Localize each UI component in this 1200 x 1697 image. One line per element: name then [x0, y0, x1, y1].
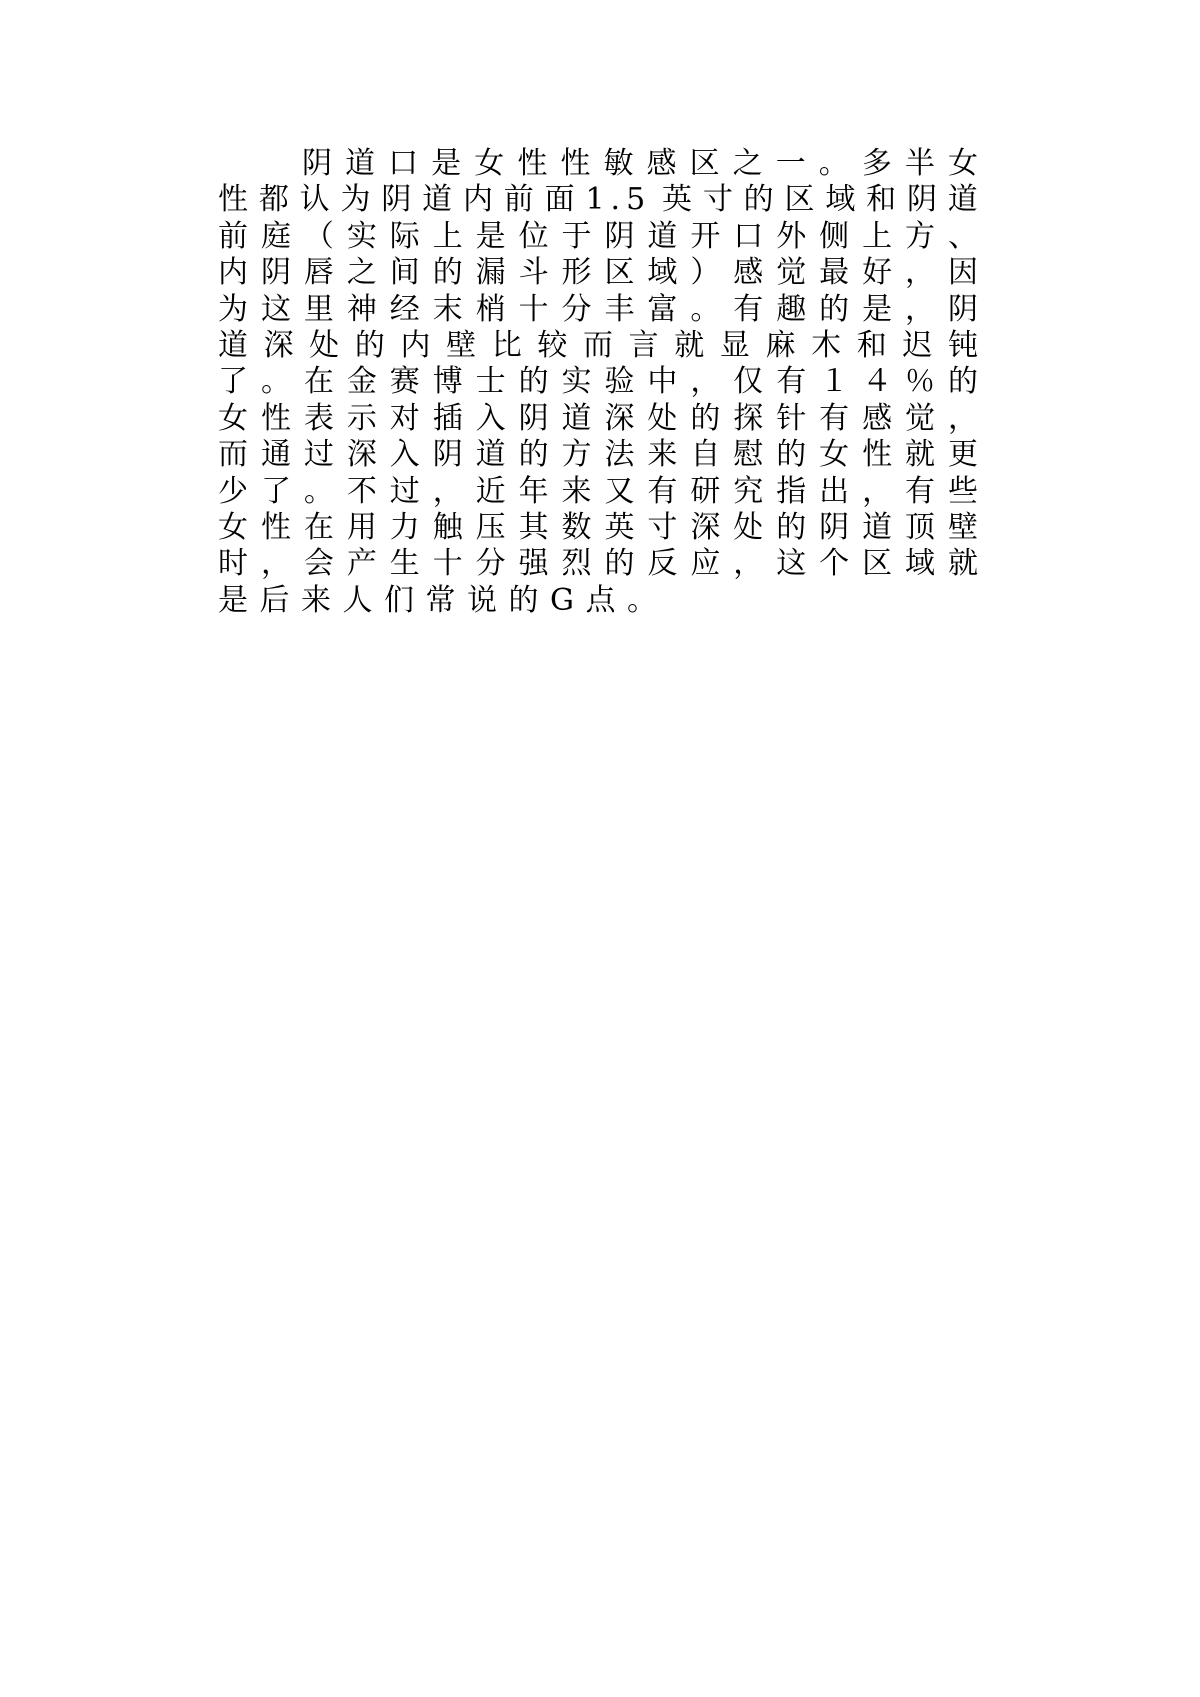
paragraph-glyph: 烈: [561, 546, 592, 582]
paragraph-glyph: 强: [518, 546, 549, 582]
paragraph-glyph: 较: [537, 327, 568, 363]
paragraph-line: [218, 146, 978, 182]
paragraph-glyph: 点: [585, 582, 616, 618]
paragraph-glyph: 位: [518, 218, 549, 254]
paragraph-glyph: 女: [947, 146, 978, 181]
paragraph-glyph: 阴: [432, 437, 463, 473]
paragraph-glyph: 道: [422, 182, 453, 218]
paragraph-glyph: 有: [647, 473, 678, 509]
paragraph-glyph: 的: [604, 546, 635, 582]
paragraph-glyph: 阴: [381, 182, 412, 218]
paragraph-glyph: 和: [866, 182, 897, 218]
paragraph-glyph: 道: [475, 437, 506, 473]
paragraph-glyph: 道: [345, 146, 376, 181]
paragraph-glyph: 上: [862, 218, 893, 254]
paragraph-glyph: 和: [856, 327, 887, 363]
paragraph-glyph: 多: [861, 146, 892, 181]
paragraph-glyph: 际: [389, 218, 420, 254]
paragraph-glyph: 常: [425, 582, 456, 618]
paragraph-glyph: 中: [647, 364, 678, 400]
paragraph-glyph: 好: [862, 255, 893, 291]
paragraph-glyph: 压: [475, 509, 506, 545]
paragraph-glyph: 口: [388, 146, 419, 181]
paragraph-glyph: 木: [811, 327, 842, 363]
paragraph-glyph: 分: [561, 291, 592, 327]
paragraph-glyph: １: [819, 364, 850, 400]
paragraph-glyph: 上: [432, 218, 463, 254]
paragraph-glyph: 觉: [905, 400, 935, 436]
paragraph-glyph: 顶: [905, 509, 935, 545]
paragraph-glyph: 的: [518, 437, 549, 473]
paragraph-glyph: 在: [303, 509, 334, 545]
paragraph-glyph: 有: [905, 473, 935, 509]
paragraph-glyph: 少: [218, 473, 248, 509]
paragraph-glyph: 就: [905, 437, 935, 473]
paragraph-glyph: 富: [647, 291, 678, 327]
paragraph-line: [218, 219, 978, 255]
paragraph-glyph: 会: [303, 546, 334, 582]
paragraph-line: [218, 292, 978, 328]
paragraph-glyph: 道: [647, 218, 678, 254]
paragraph-glyph: ，: [905, 291, 935, 327]
paragraph-glyph: 女: [819, 437, 850, 473]
paragraph-glyph: 迟: [902, 327, 933, 363]
paragraph-glyph: 出: [819, 473, 850, 509]
paragraph-glyph: 是: [218, 582, 248, 618]
paragraph-glyph: ）: [690, 255, 721, 291]
paragraph-glyph: 验: [604, 364, 635, 400]
paragraph-glyph: 年: [518, 473, 549, 509]
paragraph-glyph: ，: [432, 473, 463, 509]
paragraph-glyph: 女: [474, 146, 505, 181]
paragraph-glyph: 自: [690, 437, 721, 473]
paragraph-glyph: 域: [647, 255, 678, 291]
paragraph-glyph: 漏: [475, 255, 506, 291]
paragraph-glyph: 壁: [446, 327, 477, 363]
paragraph-glyph: 不: [346, 473, 377, 509]
paragraph-glyph: 面: [544, 182, 575, 218]
paragraph-glyph: 的: [432, 255, 463, 291]
paragraph-glyph: 道: [218, 327, 248, 363]
paragraph-glyph: 个: [819, 546, 850, 582]
paragraph-glyph: 针: [776, 400, 807, 436]
paragraph-glyph: 说: [467, 582, 497, 618]
paragraph-glyph: 方: [561, 437, 592, 473]
paragraph-glyph: 英: [604, 509, 635, 545]
paragraph-glyph: 处: [309, 327, 340, 363]
paragraph-glyph: 丰: [604, 291, 635, 327]
paragraph-glyph: G: [550, 582, 574, 618]
paragraph-glyph: 斗: [518, 255, 549, 291]
paragraph-glyph: 入: [475, 400, 506, 436]
paragraph-glyph: 间: [389, 255, 420, 291]
paragraph-glyph: 前: [218, 218, 248, 254]
paragraph-glyph: 是: [475, 218, 506, 254]
paragraph-glyph: 用: [346, 509, 377, 545]
paragraph-glyph: 更: [947, 437, 978, 473]
paragraph-glyph: ，: [260, 546, 291, 582]
paragraph-glyph: 半: [904, 146, 935, 181]
paragraph-glyph: 插: [432, 400, 463, 436]
paragraph-glyph: 神: [346, 291, 377, 327]
paragraph-glyph: 外: [776, 218, 807, 254]
paragraph-glyph: 道: [561, 400, 592, 436]
paragraph-glyph: 处: [647, 400, 678, 436]
paragraph-glyph: 。: [260, 364, 291, 400]
paragraph-line: [218, 182, 978, 218]
paragraph-glyph: 阴: [906, 182, 937, 218]
paragraph-glyph: 实: [561, 364, 592, 400]
paragraph-glyph: （: [303, 218, 334, 254]
paragraph-glyph: 内: [218, 255, 248, 291]
paragraph-glyph: 的: [508, 582, 539, 618]
paragraph-glyph: 区: [604, 255, 635, 291]
paragraph-glyph: 梢: [475, 291, 506, 327]
paragraph-glyph: 表: [303, 400, 334, 436]
paragraph-glyph: 这: [260, 291, 291, 327]
paragraph-glyph: 又: [604, 473, 635, 509]
paragraph-glyph: 实: [346, 218, 377, 254]
paragraph-glyph: 十: [518, 291, 549, 327]
paragraph-glyph: 寸: [702, 182, 733, 218]
paragraph-glyph: 而: [218, 437, 248, 473]
paragraph-glyph: 对: [389, 400, 420, 436]
paragraph-glyph: 深: [346, 437, 377, 473]
paragraph-glyph: 是: [431, 146, 462, 181]
paragraph-glyph: 为: [218, 291, 248, 327]
paragraph-glyph: 这: [776, 546, 807, 582]
paragraph-glyph: 时: [218, 546, 248, 582]
paragraph-glyph: 内: [462, 182, 493, 218]
paragraph-glyph: 触: [432, 509, 463, 545]
paragraph-glyph: 应: [690, 546, 721, 582]
paragraph-glyph: 庭: [260, 218, 291, 254]
paragraph-glyph: 女: [218, 509, 248, 545]
paragraph-glyph: 慰: [733, 437, 764, 473]
paragraph-glyph: 性: [517, 146, 548, 181]
paragraph-glyph: 十: [432, 546, 463, 582]
paragraph-glyph: 感: [646, 146, 677, 181]
paragraph-glyph: 有: [819, 400, 850, 436]
paragraph-glyph: 敏: [603, 146, 634, 181]
paragraph-glyph: 里: [303, 291, 334, 327]
paragraph-glyph: 壁: [947, 509, 978, 545]
paragraph-glyph: 的: [518, 364, 549, 400]
paragraph-glyph: ，: [690, 364, 721, 400]
paragraph-glyph: 之: [732, 146, 763, 181]
paragraph-glyph: 域: [905, 546, 935, 582]
paragraph-glyph: 性: [218, 182, 248, 218]
paragraph-glyph: 区: [784, 182, 815, 218]
paragraph-glyph: 寸: [647, 509, 678, 545]
paragraph-glyph: 后: [259, 582, 290, 618]
paragraph-glyph: 经: [389, 291, 420, 327]
paragraph-glyph: 通: [260, 437, 291, 473]
paragraph-glyph: 过: [303, 437, 334, 473]
paragraph-glyph: 人: [342, 582, 373, 618]
paragraph-glyph: 性: [260, 509, 291, 545]
paragraph-line: [218, 583, 978, 619]
paragraph-glyph: 阴: [947, 291, 978, 327]
paragraph-glyph: 深: [263, 327, 294, 363]
paragraph-glyph: 处: [733, 509, 764, 545]
paragraph-glyph: 来: [647, 437, 678, 473]
paragraph-line: [218, 401, 978, 437]
paragraph-glyph: 前: [503, 182, 534, 218]
paragraph-glyph: 深: [690, 509, 721, 545]
paragraph-glyph: 就: [674, 327, 705, 363]
paragraph-glyph: 有: [733, 291, 764, 327]
paragraph-glyph: 的: [690, 400, 721, 436]
paragraph-glyph: 内: [400, 327, 431, 363]
paragraph-glyph: 究: [733, 473, 764, 509]
paragraph-glyph: 。: [818, 146, 849, 181]
paragraph-glyph: 麻: [765, 327, 796, 363]
paragraph-glyph: 区: [689, 146, 720, 181]
paragraph-glyph: ，: [862, 473, 893, 509]
paragraph-glyph: 之: [346, 255, 377, 291]
paragraph-glyph: 仅: [733, 364, 764, 400]
paragraph-glyph: 的: [776, 437, 807, 473]
paragraph-glyph: 。: [690, 291, 721, 327]
paragraph-line: [218, 364, 978, 400]
paragraph-glyph: 赛: [389, 364, 420, 400]
paragraph-glyph: 性: [862, 437, 893, 473]
paragraph-glyph: 女: [218, 400, 248, 436]
paragraph-glyph: 指: [776, 473, 807, 509]
paragraph-glyph: 法: [604, 437, 635, 473]
paragraph-glyph: ％: [905, 364, 935, 400]
paragraph-glyph: 的: [776, 509, 807, 545]
paragraph-glyph: 域: [825, 182, 856, 218]
paragraph-glyph: 一: [775, 146, 806, 181]
paragraph-glyph: 了: [260, 473, 291, 509]
paragraph-glyph: ，: [905, 255, 935, 291]
paragraph-line: [218, 546, 978, 582]
paragraph-glyph: 来: [561, 473, 592, 509]
paragraph-glyph: ，: [947, 400, 978, 436]
paragraph-glyph: 唇: [303, 255, 334, 291]
paragraph-glyph: 于: [561, 218, 592, 254]
paragraph-glyph: 末: [432, 291, 463, 327]
paragraph-glyph: 。: [626, 582, 657, 618]
paragraph-glyph: 们: [384, 582, 414, 618]
paragraph-glyph: 、: [947, 218, 978, 254]
paragraph-glyph: 是: [862, 291, 893, 327]
paragraph-glyph: 深: [604, 400, 635, 436]
paragraph-glyph: 道: [947, 182, 978, 218]
paragraph-glyph: 道: [862, 509, 893, 545]
paragraph-glyph: 为: [340, 182, 371, 218]
paragraph-line: [218, 328, 978, 364]
paragraph-line: [218, 255, 978, 291]
paragraph-glyph: 趣: [776, 291, 807, 327]
paragraph-glyph: 过: [389, 473, 420, 509]
paragraph-glyph: 侧: [819, 218, 850, 254]
paragraph-glyph: 而: [583, 327, 613, 363]
paragraph-glyph: 方: [905, 218, 935, 254]
paragraph-glyph: 形: [561, 255, 592, 291]
paragraph-glyph: 数: [561, 509, 592, 545]
paragraph-glyph: ，: [733, 546, 764, 582]
paragraph-glyph: 阴: [604, 218, 635, 254]
paragraph-glyph: 探: [733, 400, 764, 436]
paragraph-glyph: 。: [303, 473, 334, 509]
paragraph-glyph: 些: [947, 473, 978, 509]
paragraph-glyph: 力: [389, 509, 420, 545]
paragraph-glyph: 性: [560, 146, 591, 181]
paragraph-glyph: 其: [518, 509, 549, 545]
paragraph-glyph: 在: [303, 364, 334, 400]
paragraph-glyph: 研: [690, 473, 721, 509]
paragraph-glyph: 钝: [948, 327, 978, 363]
paragraph-glyph: 最: [819, 255, 850, 291]
paragraph-glyph: 产: [346, 546, 377, 582]
paragraph-glyph: 的: [947, 364, 978, 400]
paragraph-glyph: 开: [690, 218, 721, 254]
paragraph-glyph: 入: [389, 437, 420, 473]
paragraph-glyph: 区: [862, 546, 893, 582]
paragraph-glyph: 英: [662, 182, 692, 218]
paragraph-glyph: 都: [258, 182, 289, 218]
paragraph-glyph: 近: [475, 473, 506, 509]
paragraph-glyph: 感: [862, 400, 893, 436]
paragraph-glyph: 了: [218, 364, 248, 400]
paragraph-glyph: 性: [260, 400, 291, 436]
paragraph-glyph: 士: [475, 364, 506, 400]
paragraph-glyph: 1.5: [585, 182, 652, 218]
paragraph-glyph: ４: [862, 364, 893, 400]
paragraph-glyph: 来: [301, 582, 331, 618]
paragraph-line: [218, 474, 978, 510]
paragraph-glyph: 阴: [302, 146, 332, 181]
paragraph-glyph: 阴: [819, 509, 850, 545]
paragraph-glyph: 口: [733, 218, 764, 254]
body-paragraph: [218, 146, 978, 619]
paragraph-glyph: 示: [346, 400, 377, 436]
paragraph-glyph: 言: [628, 327, 659, 363]
paragraph-glyph: 的: [354, 327, 385, 363]
paragraph-glyph: 阴: [260, 255, 291, 291]
paragraph-glyph: 觉: [776, 255, 807, 291]
paragraph-glyph: 比: [491, 327, 522, 363]
paragraph-line: [218, 510, 978, 546]
paragraph-glyph: 反: [647, 546, 678, 582]
paragraph-glyph: 阴: [518, 400, 549, 436]
paragraph-glyph: 的: [743, 182, 774, 218]
paragraph-glyph: 有: [776, 364, 807, 400]
paragraph-glyph: 博: [432, 364, 463, 400]
paragraph-glyph: 显: [719, 327, 750, 363]
paragraph-glyph: 因: [947, 255, 978, 291]
paragraph-glyph: 的: [819, 291, 850, 327]
paragraph-glyph: 生: [389, 546, 420, 582]
paragraph-line: [218, 437, 978, 473]
paragraph-glyph: 金: [346, 364, 377, 400]
paragraph-glyph: 感: [733, 255, 764, 291]
paragraph-glyph: 认: [299, 182, 330, 218]
paragraph-glyph: 分: [475, 546, 506, 582]
paragraph-glyph: 就: [947, 546, 978, 582]
